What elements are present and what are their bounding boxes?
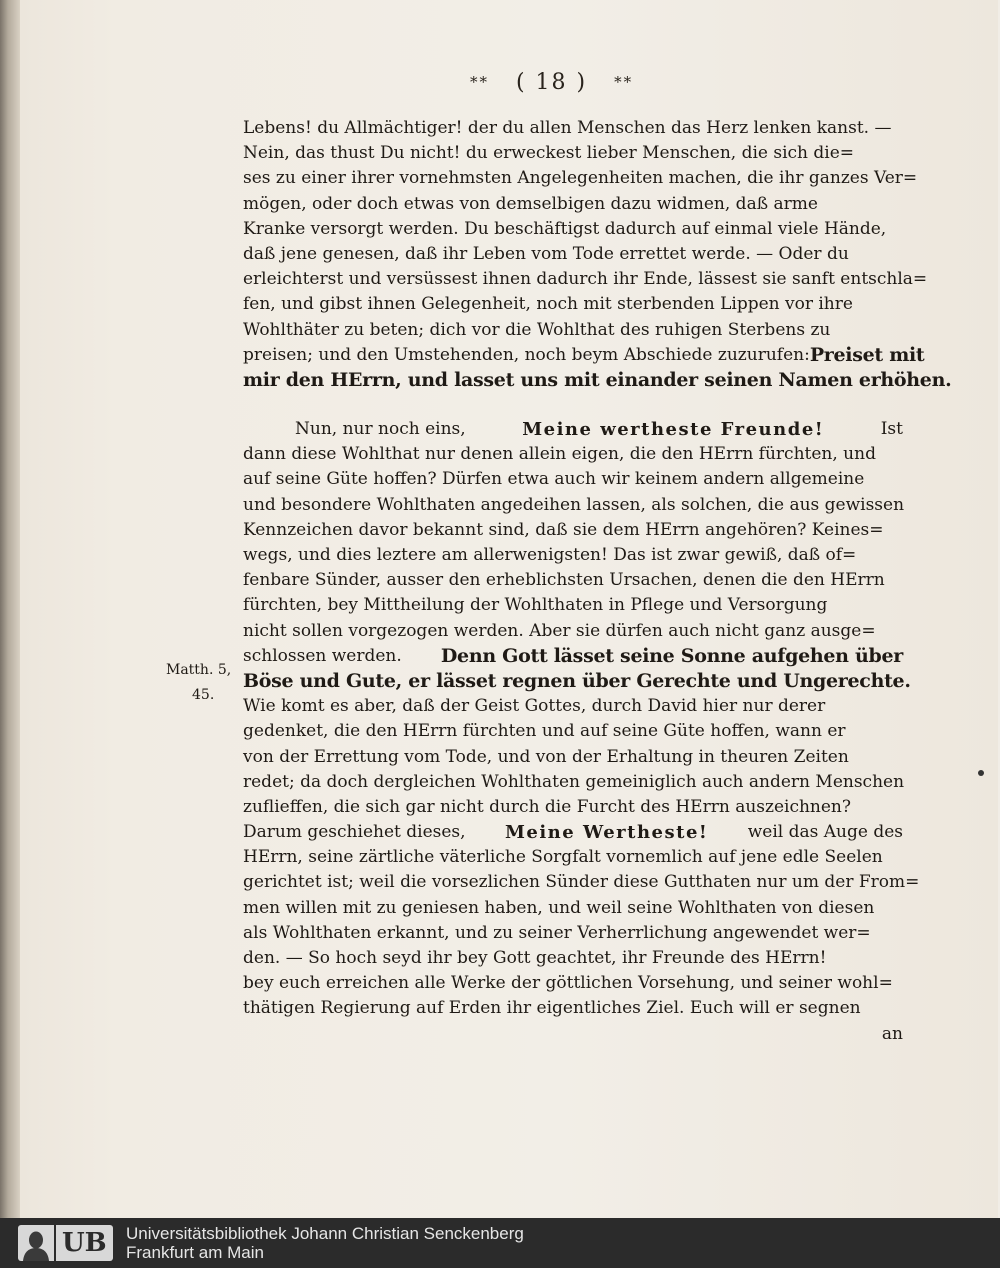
margin-reference bbox=[166, 658, 244, 708]
text-line: von der Errettung vom Tode, und von der Erhaltung in theuren Zeiten bbox=[243, 746, 849, 767]
text-line: Kranke versorgt werden. Du beschäftigst dadurch auf einmal viele Hände, bbox=[243, 218, 887, 239]
margin-reference-line: Matth. 5, bbox=[166, 662, 232, 678]
text-line: und besondere Wohlthaten angedeihen lassen, als solchen, die aus gewissen bbox=[243, 494, 905, 515]
text-line: Kennzeichen davor bekannt sind, daß sie dem HErrn angehören? Keines= bbox=[243, 519, 884, 540]
quotation-emphasis: Böse und Gute, er lässet regnen über Gerechte und Ungerechte. bbox=[243, 669, 911, 692]
text-line: fen, und gibst ihnen Gelegenheit, noch mit sterbenden Lippen vor ihre bbox=[243, 294, 853, 315]
page-edge-shadow bbox=[0, 0, 20, 1218]
text-line: den. — So hoch seyd ihr bey Gott geachtet, ihr Freunde des HErrn! bbox=[243, 948, 827, 968]
text-line: HErrn, seine zärtliche väterliche Sorgfalt vornemlich auf jene edle Seelen bbox=[243, 847, 883, 868]
address-emphasis: Meine Wertheste! bbox=[504, 822, 709, 844]
text-line bbox=[243, 669, 911, 694]
header-ornament-left: ** bbox=[470, 73, 489, 91]
text-line: Wie komt es aber, daß der Geist Gottes, durch David hier nur derer bbox=[243, 696, 826, 717]
text-line: Nun, nur noch eins, Meine wertheste Freunde! Ist bbox=[243, 417, 903, 442]
page-header bbox=[470, 70, 690, 110]
text-line: men willen mit zu geniesen haben, und weil seine Wohlthaten von diesen bbox=[243, 897, 875, 918]
text-line: gerichtet ist; weil die vorsezlichen Sünder diese Gutthaten nur um der From= bbox=[243, 872, 920, 893]
text-line: Darum geschiehet dieses, Meine Wertheste! weil das Auge des bbox=[243, 820, 903, 845]
institution-line: Frankfurt am Main bbox=[126, 1243, 264, 1262]
quotation-emphasis: Denn Gott lässet seine Sonne aufgehen über bbox=[440, 644, 903, 667]
text-line: daß jene genesen, daß ihr Leben vom Tode errettet werde. — Oder du bbox=[243, 243, 849, 264]
ub-logo-text: UB bbox=[54, 1225, 113, 1261]
text-line bbox=[243, 368, 952, 393]
text-line: schlossen werden. Denn Gott lässet seine Sonne aufgehen über bbox=[243, 644, 903, 669]
catchword-line bbox=[243, 1022, 903, 1047]
text-line: als Wohlthaten erkannt, und zu seiner Verherrlichung angewendet wer= bbox=[243, 922, 871, 943]
text-line: nicht sollen vorgezogen werden. Aber sie dürfen auch nicht ganz ausge= bbox=[243, 620, 876, 641]
header-ornament-right: ** bbox=[614, 73, 634, 91]
text-line: Lebens! du Allmächtiger! der du allen Menschen das Herz lenken kanst. — bbox=[243, 118, 892, 138]
text-line: wegs, und dies leztere am allerwenigsten! Das ist zwar gewiß, daß of= bbox=[243, 545, 857, 565]
text-line: preisen; und den Umstehenden, noch beym Abschiede zuzurufen: Preiset mit bbox=[243, 343, 903, 368]
address-emphasis: Meine wertheste Freunde! bbox=[522, 419, 825, 441]
text-line: auf seine Güte hoffen? Dürfen etwa auch wir keinem andern allgemeine bbox=[243, 469, 865, 490]
library-footer bbox=[0, 1218, 1000, 1268]
text-line: thätigen Regierung auf Erden ihr eigentliches Ziel. Euch will er segnen bbox=[243, 998, 861, 1019]
emphasis-text: Preiset mit bbox=[809, 343, 925, 366]
text-line: mögen, oder doch etwas von demselbigen dazu widmen, daß arme bbox=[243, 193, 818, 214]
text-line: fürchten, bey Mittheilung der Wohlthaten in Pflege und Versorgung bbox=[243, 595, 828, 616]
page-number: ( 18 ) bbox=[515, 70, 588, 95]
text-line: dann diese Wohlthat nur denen allein eigen, die den HErrn fürchten, und bbox=[243, 444, 876, 465]
text-line: ses zu einer ihrer vornehmsten Angelegenheiten machen, die ihr ganzes Ver= bbox=[243, 168, 918, 189]
institution-name bbox=[126, 1224, 524, 1262]
catchword: an bbox=[881, 1023, 903, 1044]
text-line: redet; da doch dergleichen Wohlthaten gemeiniglich auch andern Menschen bbox=[243, 771, 905, 792]
emphasis-text: mir den HErrn, und lasset uns mit einander seinen Namen erhöhen. bbox=[243, 368, 952, 391]
institution-line: Universitätsbibliothek Johann Christian Senckenberg bbox=[126, 1224, 524, 1243]
text-line: bey euch erreichen alle Werke der göttlichen Vorsehung, und seiner wohl= bbox=[243, 973, 893, 994]
text-line: Wohlthäter zu beten; dich vor die Wohlthat des ruhigen Sterbens zu bbox=[243, 319, 831, 340]
bust-portrait-icon bbox=[18, 1225, 54, 1261]
paper-speck bbox=[978, 770, 984, 776]
text-line: zuflieffen, die sich gar nicht durch die Furcht des HErrn auszeichnen? bbox=[243, 796, 851, 817]
text-line: Nein, das thust Du nicht! du erweckest lieber Menschen, die sich die= bbox=[243, 143, 855, 164]
text-line: fenbare Sünder, ausser den erheblichsten Ursachen, denen die den HErrn bbox=[243, 570, 885, 591]
margin-reference-line: 45. bbox=[192, 687, 215, 703]
text-line: gedenket, die den HErrn fürchten und auf seine Güte hoffen, wann er bbox=[243, 721, 846, 742]
paragraph-gap bbox=[243, 393, 903, 417]
text-line: erleichterst und versüssest ihnen dadurch ihr Ende, lässest sie sanft entschla= bbox=[243, 269, 928, 290]
body-text bbox=[243, 116, 952, 1047]
ub-logo bbox=[18, 1225, 114, 1261]
